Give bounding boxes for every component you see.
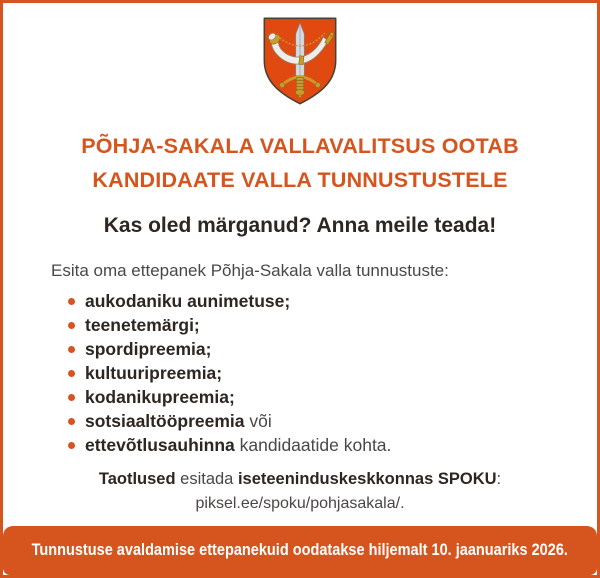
award-name: ettevõtlusauhinna [85,435,235,455]
submission-colon: : [496,470,502,488]
award-name: aukodaniku aunimetuse; [85,291,291,311]
deadline-banner [3,526,597,575]
award-item-ettevotlusauhind [85,433,557,457]
submission-mid-text: esitada [175,470,238,488]
award-item-kodanikupreemia [85,385,557,409]
body-content [51,261,557,457]
submission-bold-taotlused: Taotlused [98,470,176,488]
submission-bold-spoku: iseteeninduskeskkonnas SPOKU [237,470,497,488]
award-item-sotsiaaltoopreemia [85,409,557,433]
award-name: sotsiaaltööpreemia [85,411,245,431]
submission-info [3,470,597,489]
award-item-teenetemark [85,313,557,337]
award-item-spordipreemia [85,337,557,361]
main-heading [39,129,561,197]
awards-list [51,289,557,457]
heading-line-2: KANDIDAATE VALLA TUNNUSTUSTELE [92,168,508,192]
coat-of-arms-icon [261,16,339,106]
award-suffix: kandidaatide kohta. [234,435,392,455]
award-item-aukodanik [85,289,557,313]
sword-icon [296,23,305,76]
award-name: kodanikupreemia; [85,387,235,407]
intro-text: Esita oma ettepanek Põhja-Sakala valla tunnustuste: [51,261,449,280]
spoku-url: piksel.ee/spoku/pohjasakala/. [195,495,405,512]
coat-of-arms [3,16,597,106]
heading-line-1: PÕHJA-SAKALA VALLAVALITSUS OOTAB [81,134,519,158]
award-suffix: või [244,411,272,431]
subheading: Kas oled märganud? Anna meile teada! [103,214,497,237]
award-item-kultuuripreemia [85,361,557,385]
deadline-text: Tunnustuse avaldamise ettepanekuid oodatakse hiljemalt 10. jaanuariks 2026. [31,541,569,559]
award-name: spordipreemia; [85,339,212,359]
award-name: kultuuripreemia; [85,363,223,383]
award-name: teenetemärgi; [85,315,200,335]
